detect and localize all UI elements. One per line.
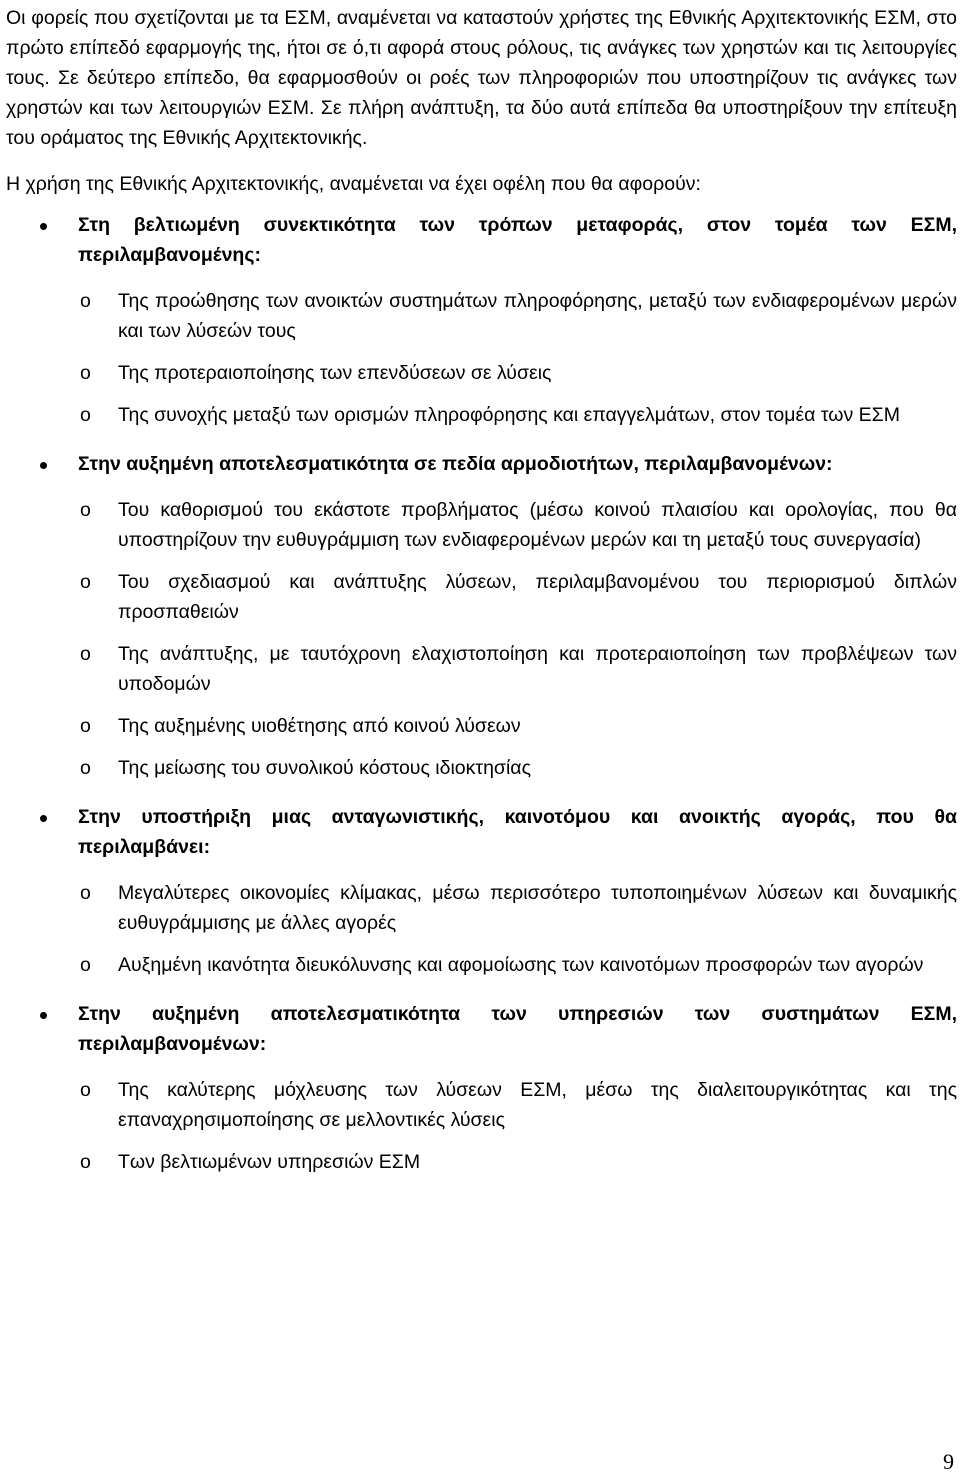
benefit-subitem	[78, 639, 957, 699]
benefit-item	[6, 210, 957, 430]
subitem-text: Της καλύτερης μόχλευσης των λύσεων ΕΣΜ, μέσω της διαλειτουργικότητας και της επαναχρησιμοποίησης σε μελλοντικές λύσεις	[118, 1079, 957, 1131]
subitem-text: Των βελτιωμένων υπηρεσιών ΕΣΜ	[118, 1151, 421, 1173]
circle-bullet-icon: o	[80, 499, 91, 521]
benefit-item	[6, 449, 957, 783]
bullet-dot-icon	[40, 1012, 47, 1019]
subitem-text: Της μείωσης του συνολικού κόστους ιδιοκτησίας	[118, 757, 531, 779]
circle-bullet-icon: o	[80, 715, 91, 737]
bullet-dot-icon	[40, 815, 47, 822]
subitem-text: Της προτεραιοποίησης των επενδύσεων σε λύσεις	[118, 362, 552, 384]
subitem-text: Της αυξημένης υιοθέτησης από κοινού λύσεων	[118, 715, 521, 737]
circle-bullet-icon: o	[80, 1151, 91, 1173]
circle-bullet-icon: o	[80, 571, 91, 593]
benefit-item	[6, 999, 957, 1177]
circle-bullet-icon: o	[80, 757, 91, 779]
benefit-item	[6, 802, 957, 980]
circle-bullet-icon: o	[80, 1079, 91, 1101]
page-number: 9	[943, 1449, 954, 1474]
benefit-subitem	[78, 711, 957, 741]
bullet-dot-icon	[40, 462, 47, 469]
circle-bullet-icon: o	[80, 362, 91, 384]
benefit-heading: Στην αυξημένη αποτελεσματικότητα των υπηρεσιών των συστημάτων ΕΣΜ, περιλαμβανομένων:	[78, 1003, 957, 1055]
benefit-subitems	[78, 495, 957, 783]
benefit-heading: Στην υποστήριξη μιας ανταγωνιστικής, καινοτόμου και ανοικτής αγοράς, που θα περιλαμβάνει:	[78, 806, 957, 858]
document-page	[6, 0, 957, 1177]
benefit-subitems	[78, 286, 957, 430]
circle-bullet-icon: o	[80, 290, 91, 312]
benefit-heading: Στην αυξημένη αποτελεσματικότητα σε πεδία αρμοδιοτήτων, περιλαμβανομένων:	[78, 453, 833, 475]
subitem-text: Μεγαλύτερες οικονομίες κλίμακας, μέσω περισσότερο τυποποιημένων λύσεων και δυναμικής ευθυγράμμισης με άλλες αγορές	[118, 882, 957, 934]
benefit-subitems	[78, 878, 957, 980]
benefit-subitem	[78, 400, 957, 430]
benefits-list	[6, 210, 957, 1177]
circle-bullet-icon: o	[80, 643, 91, 665]
benefit-subitem	[78, 286, 957, 346]
benefit-subitem	[78, 1147, 957, 1177]
benefit-subitem	[78, 358, 957, 388]
benefit-subitems	[78, 1075, 957, 1177]
benefit-subitem	[78, 753, 957, 783]
benefit-heading: Στη βελτιωμένη συνεκτικότητα των τρόπων μεταφοράς, στον τομέα των ΕΣΜ, περιλαμβανομένης:	[78, 214, 957, 266]
subitem-text: Του σχεδιασμού και ανάπτυξης λύσεων, περιλαμβανομένου του περιορισμού διπλών προσπαθειών	[118, 571, 957, 623]
subitem-text: Της ανάπτυξης, με ταυτόχρονη ελαχιστοποίηση και προτεραιοποίηση των προβλέψεων των υποδομών	[118, 643, 957, 695]
benefit-subitem	[78, 495, 957, 555]
benefits-intro-paragraph: Η χρήση της Εθνικής Αρχιτεκτονικής, αναμένεται να έχει οφέλη που θα αφορούν:	[6, 173, 701, 195]
subitem-text: Του καθορισμού του εκάστοτε προβλήματος (μέσω κοινού πλαισίου και ορολογίας, που θα υποστηρίζουν την ευθυγράμμιση των ενδιαφερομένων μερών και τη μεταξύ τους συνεργασία)	[118, 499, 957, 551]
benefit-subitem	[78, 950, 957, 980]
subitem-text: Της συνοχής μεταξύ των ορισμών πληροφόρησης και επαγγελμάτων, στον τομέα των ΕΣΜ	[118, 404, 900, 426]
benefit-subitem	[78, 1075, 957, 1135]
benefit-subitem	[78, 878, 957, 938]
benefit-subitem	[78, 567, 957, 627]
subitem-text: Της προώθησης των ανοικτών συστημάτων πληροφόρησης, μεταξύ των ενδιαφερομένων μερών και των λύσεών τους	[118, 290, 957, 342]
bullet-dot-icon	[40, 223, 47, 230]
circle-bullet-icon: o	[80, 404, 91, 426]
intro-paragraph: Οι φορείς που σχετίζονται με τα ΕΣΜ, αναμένεται να καταστούν χρήστες της Εθνικής Αρχιτεκτονικής ΕΣΜ, στο πρώτο επίπεδό εφαρμογής της, ήτοι σε ό,τι αφορά στους ρόλους, τις ανάγκες των χρηστών και τις λειτουργίες τους. Σε δεύτερο επίπεδο, θα εφαρμοσθούν οι ροές των πληροφοριών που υποστηρίζουν τις ανάγκες των χρηστών και των λειτουργιών ΕΣΜ. Σε πλήρη ανάπτυξη, τα δύο αυτά επίπεδα θα υποστηρίξουν την επίτευξη του οράματος της Εθνικής Αρχιτεκτονικής.	[6, 7, 957, 149]
subitem-text: Αυξημένη ικανότητα διευκόλυνσης και αφομοίωσης των καινοτόμων προσφορών των αγορών	[118, 954, 924, 976]
circle-bullet-icon: o	[80, 954, 91, 976]
circle-bullet-icon: o	[80, 882, 91, 904]
